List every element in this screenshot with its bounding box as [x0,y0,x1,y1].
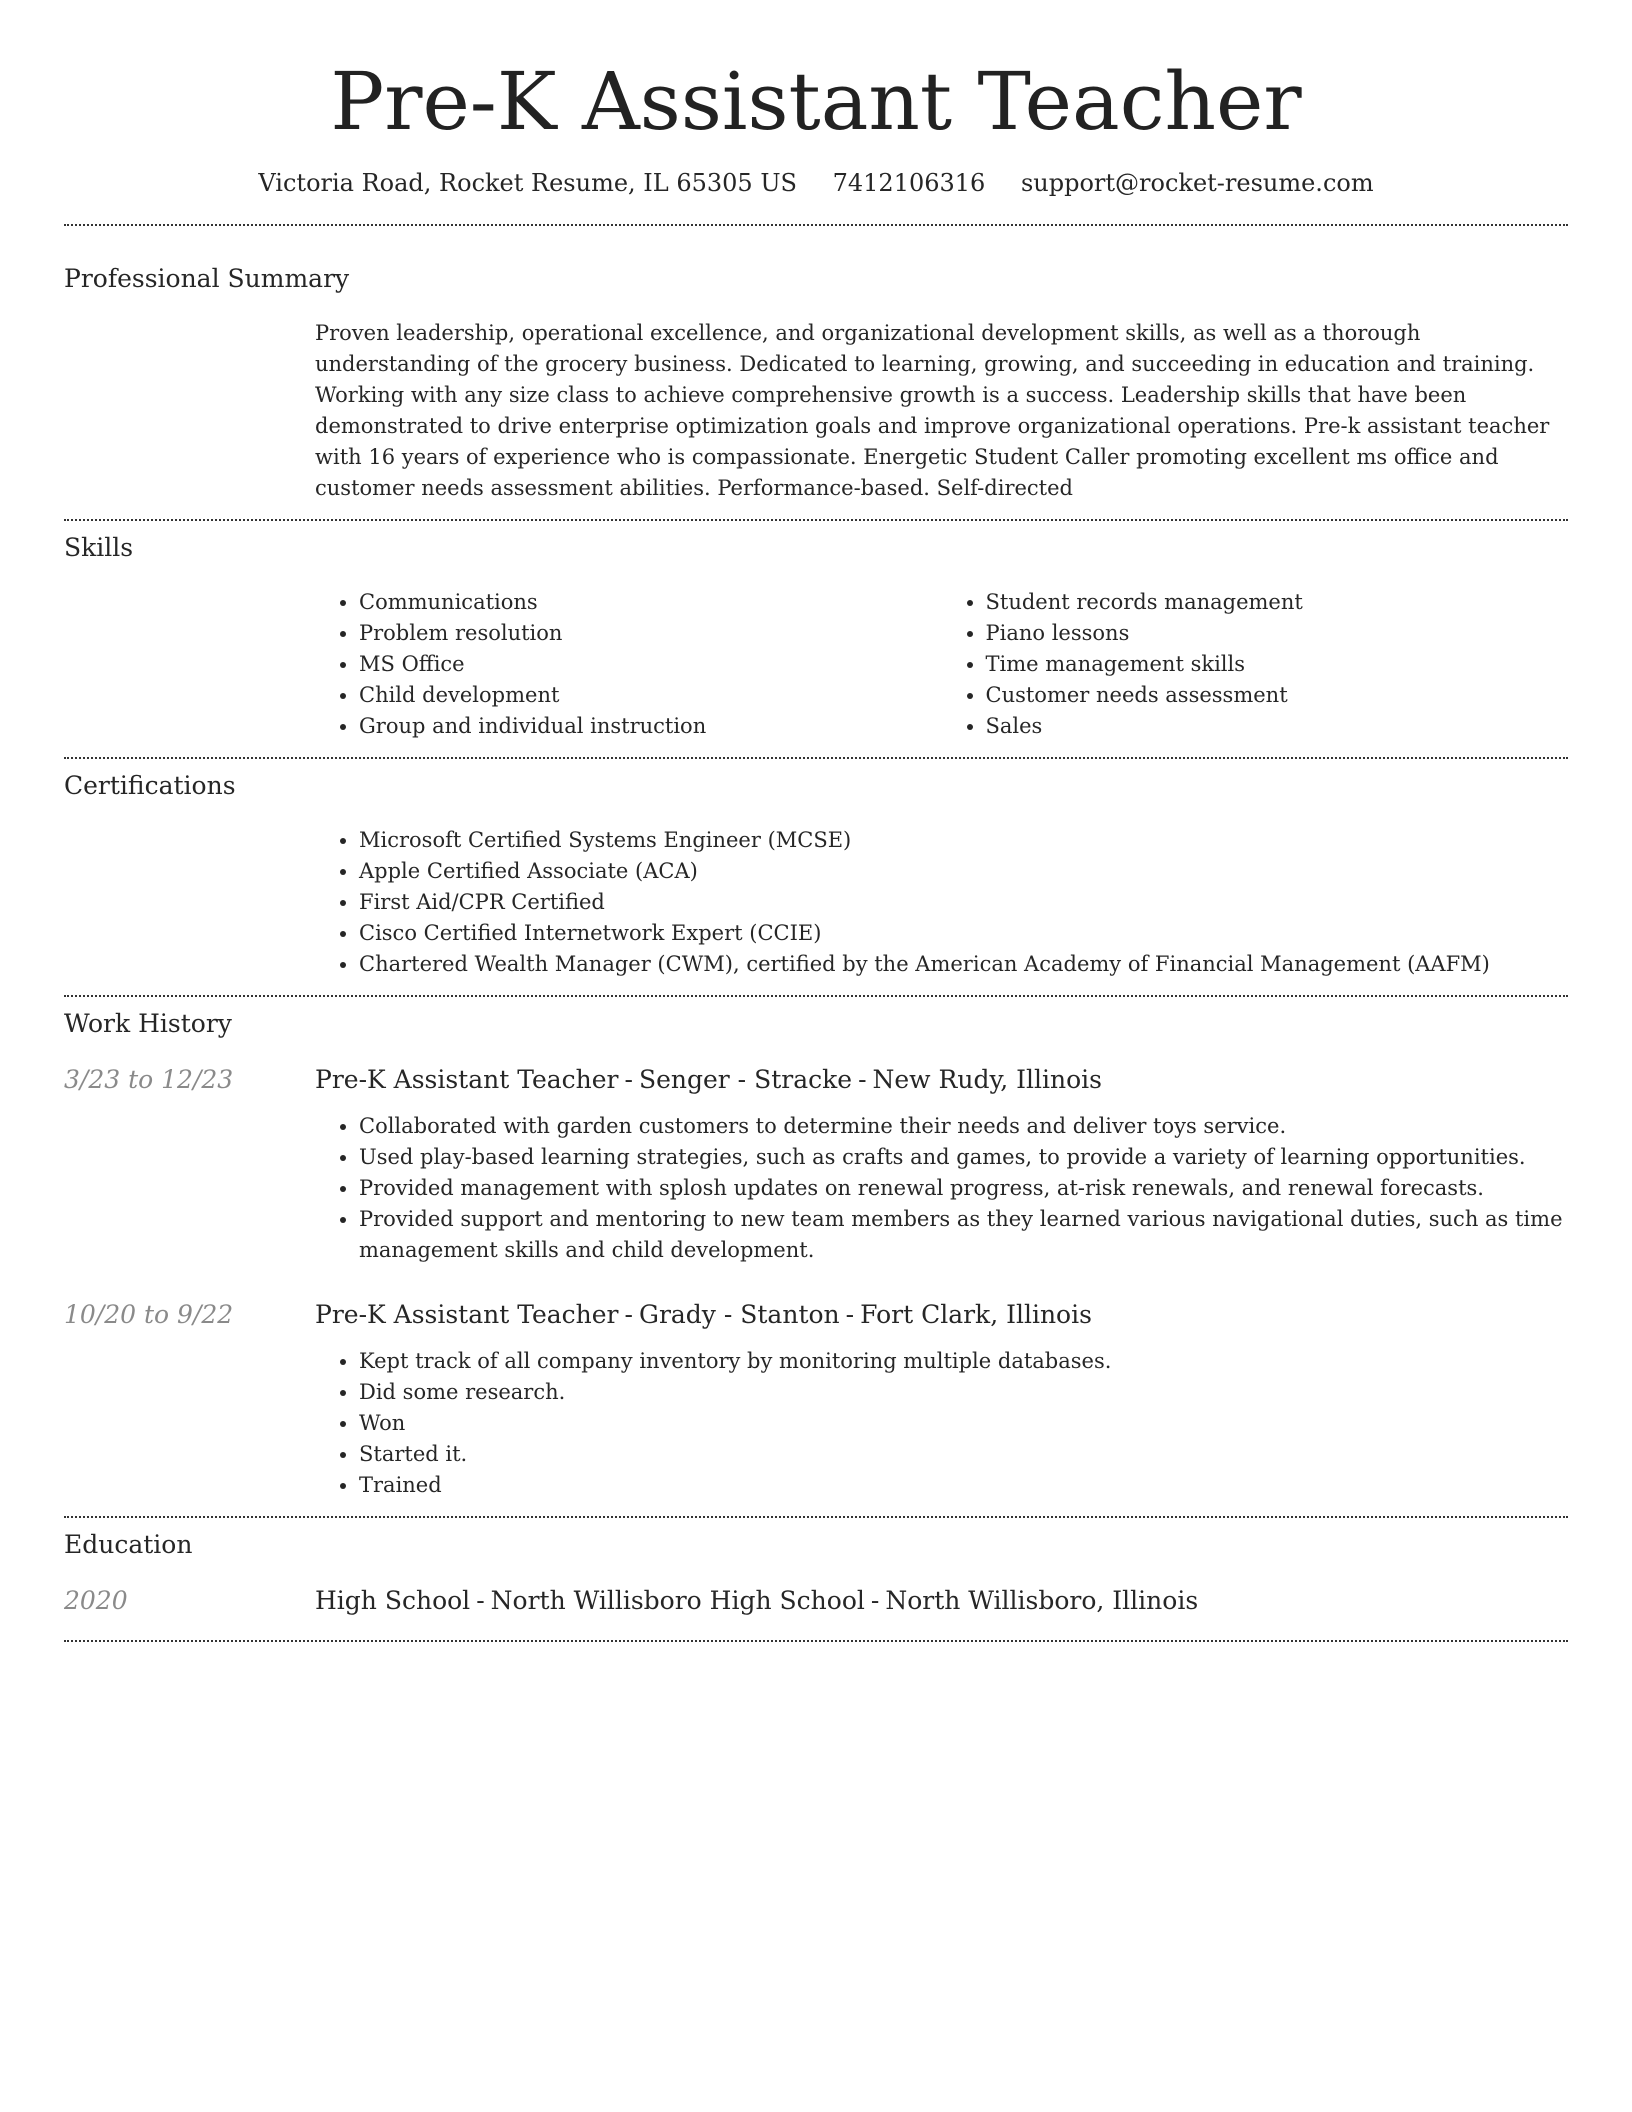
skill-item: • Time management skills [986,649,1569,680]
job-heading [315,1063,1568,1097]
job-bullet: • Provided support and mentoring to new team members as they learned various navigational duties, such as time management skills and child development. [359,1204,1568,1266]
job-entry [64,1298,1568,1501]
separator: - [624,1065,633,1094]
certifications-list [315,825,1568,980]
summary-text: Proven leadership, operational excellence, and organizational development skills, as well as a thorough understanding of the grocery business. Dedicated to learning, growing, and succeeding in education and training. Working with any size class to achieve comprehensive growth is a success. Leadership skills that have been demonstrated to drive enterprise optimization goals and improve organizational operations. Pre-k assistant teacher with 16 years of experience who is compassionate. Energetic Student Caller promoting excellent ms office and customer needs assessment abilities. Performance-based. Self-directed [315,321,1550,500]
separator: - [845,1300,855,1329]
job-bullet: • Started it. [359,1439,1568,1470]
certifications-section [64,759,1568,980]
separator: - [870,1586,880,1615]
job-bullet: • Won [359,1408,1568,1439]
separator: - [624,1300,633,1329]
skill-item: • Group and individual instruction [359,711,942,742]
skill-item: • Communications [359,587,942,618]
certification-item: • Apple Certified Associate (ACA) [359,856,1568,887]
job-bullets [315,1111,1568,1266]
job-bullet: • Provided management with splosh updates on renewal progress, at-risk renewals, and renewal forecasts. [359,1173,1568,1204]
job-entry [64,1063,1568,1266]
certification-item: • Chartered Wealth Manager (CWM), certified by the American Academy of Financial Management (AAFM) [359,949,1568,980]
work-history-section [64,997,1568,1501]
skill-item: • Sales [986,711,1569,742]
education-degree: High School [315,1586,471,1615]
separator: - [858,1065,867,1094]
skills-section [64,521,1568,742]
job-location: New Rudy, Illinois [872,1065,1102,1094]
skills-list-right [942,587,1569,742]
phone: 7412106316 [832,169,986,197]
section-title: Education [64,1530,193,1559]
skill-item: • Piano lessons [986,618,1569,649]
job-bullet: • Did some research. [359,1377,1568,1408]
summary-section [64,226,1568,504]
section-title: Professional Summary [64,264,350,293]
certification-item: • Microsoft Certified Systems Engineer (MCSE) [359,825,1568,856]
contact-line [64,166,1568,200]
job-bullet: • Used play-based learning strategies, such as crafts and games, to provide a variety of learning opportunities. [359,1142,1568,1173]
job-body [315,1298,1568,1501]
skill-item: • Problem resolution [359,618,942,649]
section-title: Certifications [64,771,236,800]
job-company: Senger - Stracke [638,1065,853,1094]
certifications-body [315,825,1568,980]
section-title: Skills [64,533,134,562]
certification-item: • Cisco Certified Internetwork Expert (CCIE) [359,918,1568,949]
job-bullets [315,1346,1568,1501]
address: Victoria Road, Rocket Resume, IL 65305 US [258,169,797,197]
resume-page [64,0,1568,1642]
skills-grid [315,587,1568,742]
job-bullet: • Kept track of all company inventory by monitoring multiple databases. [359,1346,1568,1377]
skill-item: • Student records management [986,587,1569,618]
job-bullet: • Trained [359,1470,1568,1501]
education-school: North Willisboro High School [490,1586,865,1615]
education-heading [315,1584,1568,1618]
skill-item: • Child development [359,680,942,711]
skill-item: • Customer needs assessment [986,680,1569,711]
skill-item: • MS Office [359,649,942,680]
certification-item: • First Aid/CPR Certified [359,887,1568,918]
skills-list-left [315,587,942,742]
divider [64,1640,1568,1642]
job-location: Fort Clark, Illinois [860,1300,1092,1329]
education-body [315,1584,1568,1618]
job-position: Pre-K Assistant Teacher [315,1065,619,1094]
job-dates: 3/23 to 12/23 [64,1065,234,1094]
email: support@rocket-resume.com [1020,169,1374,197]
job-body [315,1063,1568,1266]
candidate-name: Pre-K Assistant Teacher [330,55,1302,148]
education-entry [64,1584,1568,1618]
job-bullet: • Collaborated with garden customers to determine their needs and deliver toys service. [359,1111,1568,1142]
job-company: Grady - Stanton [638,1300,840,1329]
education-location: North Willisboro, Illinois [885,1586,1199,1615]
education-year: 2020 [64,1586,128,1615]
job-heading [315,1298,1568,1332]
section-title: Work History [64,1009,232,1038]
job-dates: 10/20 to 9/22 [64,1300,234,1329]
education-section [64,1518,1568,1618]
job-position: Pre-K Assistant Teacher [315,1300,619,1329]
separator: - [476,1586,485,1615]
